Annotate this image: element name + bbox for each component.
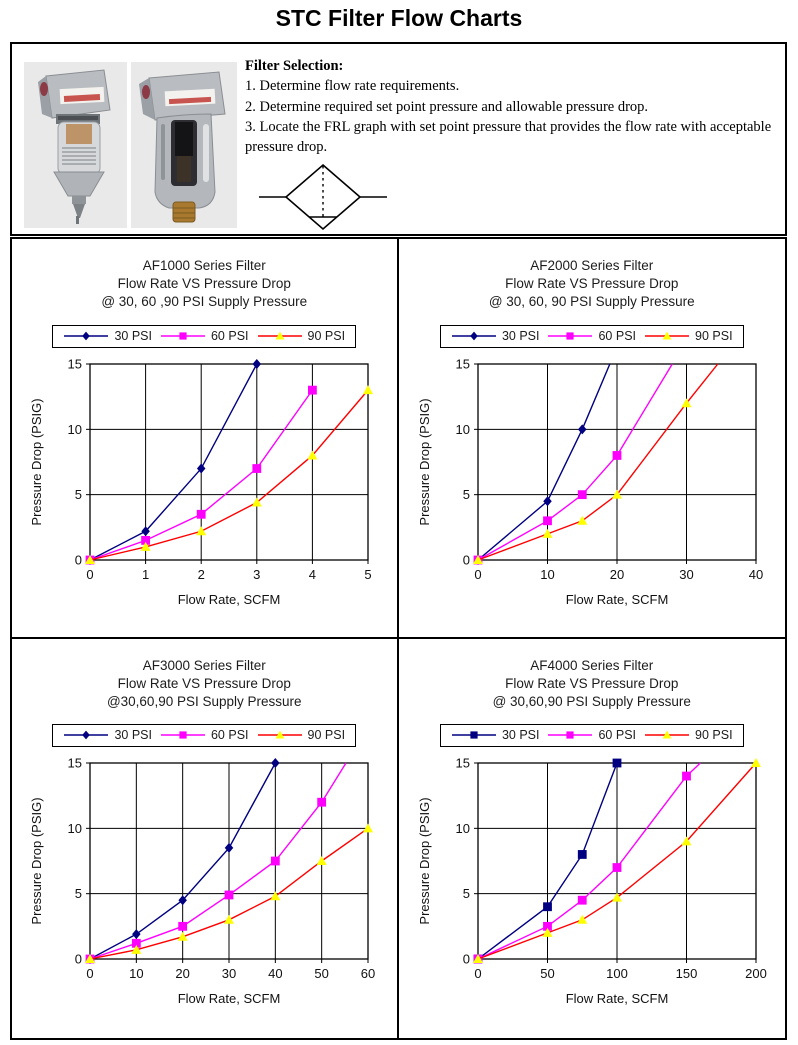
- legend-entry-60psi: [160, 329, 249, 343]
- svg-text:0: 0: [462, 552, 470, 568]
- chart-title-line: Flow Rate VS Pressure Drop: [117, 276, 291, 292]
- square-marker-line-sample: [451, 729, 497, 741]
- square-marker-line-sample: [547, 330, 593, 342]
- svg-text:15: 15: [67, 755, 83, 771]
- svg-text:Flow Rate, SCFM: Flow Rate, SCFM: [177, 991, 281, 1007]
- svg-text:50: 50: [540, 966, 555, 982]
- legend-entry-30psi: [63, 728, 152, 742]
- chart-title-line: @ 30, 60, 90 PSI Supply Pressure: [488, 294, 695, 310]
- svg-text:0: 0: [462, 951, 470, 967]
- chart-cell-af1000: [12, 239, 399, 639]
- triangle-marker-line-sample: [644, 330, 690, 342]
- chart-cell-af3000: [12, 639, 399, 1039]
- chart-legend: [52, 724, 356, 747]
- legend-label: 90 PSI: [307, 728, 346, 743]
- flow-chart-plot: [12, 753, 397, 1016]
- chart-title-line: Flow Rate VS Pressure Drop: [505, 675, 679, 691]
- svg-text:Pressure Drop (PSIG): Pressure Drop (PSIG): [416, 398, 432, 526]
- svg-text:30: 30: [679, 566, 694, 582]
- svg-text:Pressure Drop (PSIG): Pressure Drop (PSIG): [416, 797, 432, 925]
- legend-entry-90psi: [644, 728, 733, 742]
- legend-entry-30psi: [63, 329, 152, 343]
- svg-text:5: 5: [364, 566, 372, 582]
- diamond-marker-line-sample: [63, 330, 109, 342]
- svg-text:Pressure Drop (PSIG): Pressure Drop (PSIG): [29, 398, 45, 526]
- pneumatic-filter-symbol: [257, 160, 389, 234]
- svg-text:Flow Rate, SCFM: Flow Rate, SCFM: [565, 991, 669, 1007]
- flow-chart-plot: [12, 354, 397, 617]
- svg-text:10: 10: [455, 820, 470, 836]
- svg-text:100: 100: [605, 966, 628, 982]
- svg-text:3: 3: [253, 566, 261, 582]
- chart-title-af2000: [399, 257, 786, 312]
- charts-grid: [10, 237, 787, 1040]
- svg-text:Flow Rate, SCFM: Flow Rate, SCFM: [177, 591, 281, 607]
- triangle-marker-line-sample: [644, 729, 690, 741]
- svg-text:10: 10: [129, 966, 144, 982]
- svg-text:2: 2: [197, 566, 206, 582]
- chart-title-af1000: [12, 257, 397, 312]
- chart-title-line: AF3000 Series Filter: [142, 657, 266, 673]
- flow-chart-plot: [399, 753, 786, 1016]
- legend-label: 90 PSI: [695, 328, 733, 343]
- svg-text:10: 10: [455, 421, 470, 437]
- svg-text:5: 5: [75, 886, 83, 902]
- filter-selection-step-2: 2. Determine required set point pressure and allowable pressure drop.: [245, 98, 649, 115]
- svg-text:Pressure Drop (PSIG): Pressure Drop (PSIG): [29, 797, 45, 925]
- svg-text:4: 4: [309, 566, 317, 582]
- legend-entry-30psi: [451, 329, 540, 343]
- legend-entry-30psi: [451, 728, 540, 742]
- standard-air-filter-photo: [131, 62, 237, 228]
- svg-text:200: 200: [744, 966, 767, 982]
- miniature-air-filter-photo: [24, 62, 127, 228]
- legend-label: 60 PSI: [210, 328, 249, 343]
- svg-text:5: 5: [462, 886, 470, 902]
- chart-cell-af4000: [399, 639, 786, 1039]
- filter-selection-step-1: 1. Determine flow rate requirements.: [245, 78, 460, 95]
- svg-text:0: 0: [86, 566, 94, 582]
- legend-entry-60psi: [160, 728, 249, 742]
- chart-svg: [414, 354, 770, 612]
- chart-cell-af2000: [399, 239, 786, 639]
- svg-text:1: 1: [142, 566, 150, 582]
- svg-text:0: 0: [474, 566, 482, 582]
- filter-selection-step-3: 3. Locate the FRL graph with set point pressure that provides the flow rate with acceptable pressure drop.: [245, 118, 772, 156]
- square-marker-line-sample: [160, 729, 206, 741]
- svg-text:40: 40: [268, 966, 283, 982]
- legend-label: 30 PSI: [501, 328, 540, 343]
- svg-text:0: 0: [75, 951, 83, 967]
- square-marker-line-sample: [160, 330, 206, 342]
- svg-text:150: 150: [675, 966, 698, 982]
- svg-text:20: 20: [609, 566, 624, 582]
- chart-title-line: @30,60,90 PSI Supply Pressure: [106, 693, 302, 709]
- svg-text:5: 5: [75, 486, 83, 502]
- chart-svg: [26, 753, 382, 1011]
- filter-selection-panel: [10, 42, 787, 236]
- legend-label: 60 PSI: [598, 728, 637, 743]
- svg-text:0: 0: [86, 966, 94, 982]
- diamond-marker-line-sample: [451, 330, 497, 342]
- chart-legend: [52, 325, 356, 348]
- legend-label: 60 PSI: [210, 728, 249, 743]
- legend-label: 30 PSI: [114, 728, 152, 743]
- svg-text:40: 40: [748, 566, 763, 582]
- svg-text:5: 5: [462, 486, 470, 502]
- chart-svg: [26, 354, 382, 612]
- chart-title-af4000: [399, 657, 786, 712]
- svg-text:0: 0: [474, 966, 482, 982]
- legend-entry-60psi: [547, 329, 636, 343]
- chart-title-af3000: [12, 657, 397, 712]
- svg-text:15: 15: [455, 356, 470, 372]
- chart-legend: [440, 724, 744, 747]
- svg-text:20: 20: [175, 966, 191, 982]
- svg-text:60: 60: [361, 966, 376, 982]
- chart-title-line: Flow Rate VS Pressure Drop: [117, 675, 291, 691]
- triangle-marker-line-sample: [257, 729, 303, 741]
- chart-svg: [414, 753, 770, 1011]
- svg-text:0: 0: [75, 552, 83, 568]
- chart-title-line: AF4000 Series Filter: [530, 657, 654, 673]
- svg-text:10: 10: [67, 820, 83, 836]
- svg-text:Flow Rate, SCFM: Flow Rate, SCFM: [565, 591, 669, 607]
- legend-label: 90 PSI: [695, 728, 733, 743]
- chart-title-line: AF1000 Series Filter: [142, 258, 266, 273]
- flow-chart-plot: [399, 354, 786, 617]
- chart-legend: [440, 325, 744, 348]
- svg-text:15: 15: [67, 356, 83, 372]
- svg-text:15: 15: [455, 755, 470, 771]
- legend-label: 90 PSI: [307, 328, 346, 343]
- page-title: STC Filter Flow Charts: [275, 5, 523, 31]
- chart-title-line: AF2000 Series Filter: [530, 258, 654, 273]
- svg-text:10: 10: [67, 421, 83, 437]
- diamond-marker-line-sample: [63, 729, 109, 741]
- square-marker-line-sample: [547, 729, 593, 741]
- legend-entry-90psi: [257, 728, 346, 742]
- chart-title-line: @ 30, 60 ,90 PSI Supply Pressure: [101, 294, 308, 310]
- svg-text:10: 10: [540, 566, 555, 582]
- chart-title-line: @ 30,60,90 PSI Supply Pressure: [492, 693, 691, 709]
- legend-entry-90psi: [644, 329, 733, 343]
- legend-entry-60psi: [547, 728, 636, 742]
- legend-entry-90psi: [257, 329, 346, 343]
- filter-selection-heading: Filter Selection:: [245, 58, 344, 74]
- svg-text:30: 30: [222, 966, 237, 982]
- chart-title-line: Flow Rate VS Pressure Drop: [505, 276, 679, 292]
- legend-label: 30 PSI: [501, 728, 540, 743]
- legend-label: 30 PSI: [114, 328, 152, 343]
- filter-selection-text: [245, 56, 780, 157]
- triangle-marker-line-sample: [257, 330, 303, 342]
- legend-label: 60 PSI: [598, 328, 637, 343]
- svg-text:50: 50: [314, 966, 330, 982]
